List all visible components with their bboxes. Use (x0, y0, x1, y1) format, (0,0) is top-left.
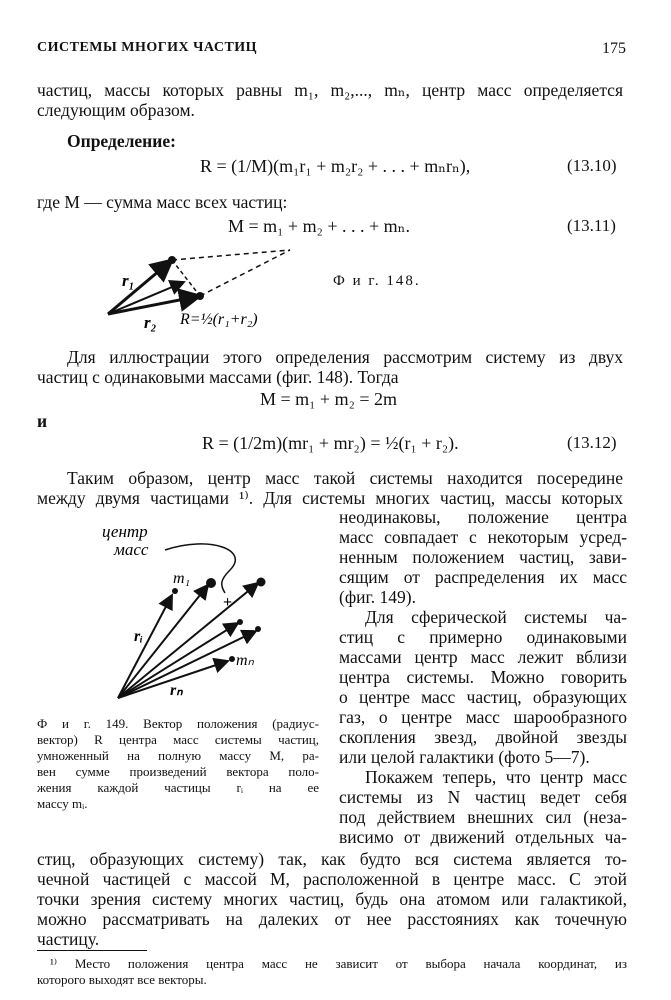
caption-line-6: массу mᵢ. (37, 796, 88, 811)
figure-148-label: Ф и г. 148. (333, 273, 421, 289)
equation-mass: M = m₁ + m₂ = 2m (260, 389, 398, 409)
right-col-line-15: системы из N частиц ведет себя (339, 787, 627, 807)
right-col-line-14: Покажем теперь, что центр масс (365, 767, 627, 787)
final-line-5: частицу. (37, 929, 100, 949)
where-line: где M — сумма масс всех частиц: (37, 192, 288, 212)
particle-2 (206, 578, 216, 588)
para2-line-2: частиц с одинаковыми массами (фиг. 148). Тогда (37, 367, 399, 387)
equation-number-13-10: (13.10) (567, 156, 617, 175)
right-col-line-11: газ, о центре масс шарообразного (339, 707, 627, 727)
right-col-line-12: скопления звезд, двойной звезды (339, 727, 627, 747)
right-col-line-5: (фиг. 149). (339, 587, 416, 607)
label-m1: m₁ (173, 570, 191, 587)
equation-13-11: M = m₁ + m₂ + . . . + mₙ. (228, 216, 410, 236)
equation-number-13-11: (13.11) (567, 216, 616, 235)
caption-line-1: Ф и г. 149. Вектор положения (радиус- (37, 716, 319, 731)
right-col-line-4: сящим от распределения их масс (339, 567, 627, 587)
equation-number-13-12: (13.12) (567, 433, 617, 452)
right-col-line-3: ненным положением частиц, зави- (339, 547, 627, 567)
dashed-line-bottom (200, 250, 290, 296)
final-line-2: чечной частицей с массой M, расположенной в центре масс. С этой (37, 869, 627, 889)
right-col-line-7: стиц с примерно одинаковыми (339, 627, 627, 647)
intro-line-1: частиц, массы которых равны m₁, m₂,..., mₙ, центр масс определяется (37, 80, 623, 100)
connecting-line (172, 260, 200, 296)
right-col-line-2: масс совпадает с некоторым усред- (339, 527, 627, 547)
final-line-4: можно рассматривать на далеких от нее расстояниях как точечную (37, 909, 627, 929)
caption-line-4: вен сумме произведений вектора поло- (37, 764, 319, 779)
label-r2: r₂ (144, 313, 157, 332)
footnote-rule (37, 950, 147, 951)
footnote-line-1: ¹⁾ Место положения центра масс не зависит от выбора начала координат, из (50, 956, 627, 971)
final-line-1: стиц, образующих систему) так, как будто вся система является то- (37, 849, 627, 869)
definition-label: Определение: (67, 131, 176, 151)
label-ri: rᵢ (134, 628, 143, 645)
figure-149 (80, 515, 280, 710)
caption-line-3: умноженный на полную массу M, ра- (37, 748, 319, 763)
vector-R (108, 282, 184, 314)
particle-5 (255, 626, 261, 632)
final-line-3: точки зрения систему многих частиц, будь она атомом или галактикой, (37, 889, 627, 909)
handwritten-center-label: центр (102, 522, 148, 541)
center-of-mass-mark: + (223, 594, 233, 611)
intro-line-2: следующим образом. (37, 100, 195, 120)
right-col-line-8: массами центр масс лежит вблизи (339, 647, 627, 667)
label-rN: rₙ (170, 682, 183, 699)
right-col-line-13: или целой галактики (фото 5—7). (339, 747, 590, 767)
particle-2 (196, 292, 204, 300)
handwritten-mass-label: масс (114, 540, 149, 559)
vector-r2 (118, 585, 208, 698)
right-col-line-10: о центре масс частиц, образующих (339, 687, 627, 707)
caption-line-2: вектор) R центра масс системы частиц, (37, 732, 319, 747)
label-R: R=½(r₁+r₂) (180, 311, 258, 328)
para2-line-1: Для иллюстрации этого определения рассмотрим систему из двух (67, 347, 623, 367)
right-col-line-6: Для сферической системы ча- (365, 607, 627, 627)
particle-1 (172, 588, 178, 594)
right-col-line-16: под действием внешних сил (неза- (339, 807, 627, 827)
para3-line-2: между двумя частицами ¹⁾. Для системы многих частиц, массы которых (37, 488, 623, 508)
running-title: СИСТЕМЫ МНОГИХ ЧАСТИЦ (37, 40, 258, 55)
particle-N (229, 656, 235, 662)
label-r1: r₁ (122, 271, 135, 290)
figure-148 (100, 244, 300, 336)
label-mN: mₙ (236, 652, 254, 669)
right-col-line-9: центра системы. Можно говорить (339, 667, 627, 687)
right-col-line-17: висимо от движений отдельных ча- (339, 827, 627, 847)
equation-13-10: R = (1/M)(m₁r₁ + m₂r₂ + . . . + mₙrₙ), (200, 156, 471, 176)
particle-4 (237, 619, 243, 625)
equation-13-12: R = (1/2m)(mr₁ + mr₂) = ½(r₁ + r₂). (202, 433, 459, 453)
right-col-line-1: неодинаковы, положение центра (339, 507, 627, 527)
particle-1 (168, 256, 176, 264)
vector-r1 (108, 260, 172, 314)
para3-line-1: Таким образом, центр масс такой системы находится посередине (67, 468, 623, 488)
particle-3 (257, 578, 266, 587)
page-number: 175 (602, 40, 626, 57)
caption-line-5: жения каждой частицы rᵢ на ее (37, 780, 319, 795)
and-word: и (37, 411, 48, 431)
footnote-line-2: которого выходят все векторы. (37, 972, 207, 987)
